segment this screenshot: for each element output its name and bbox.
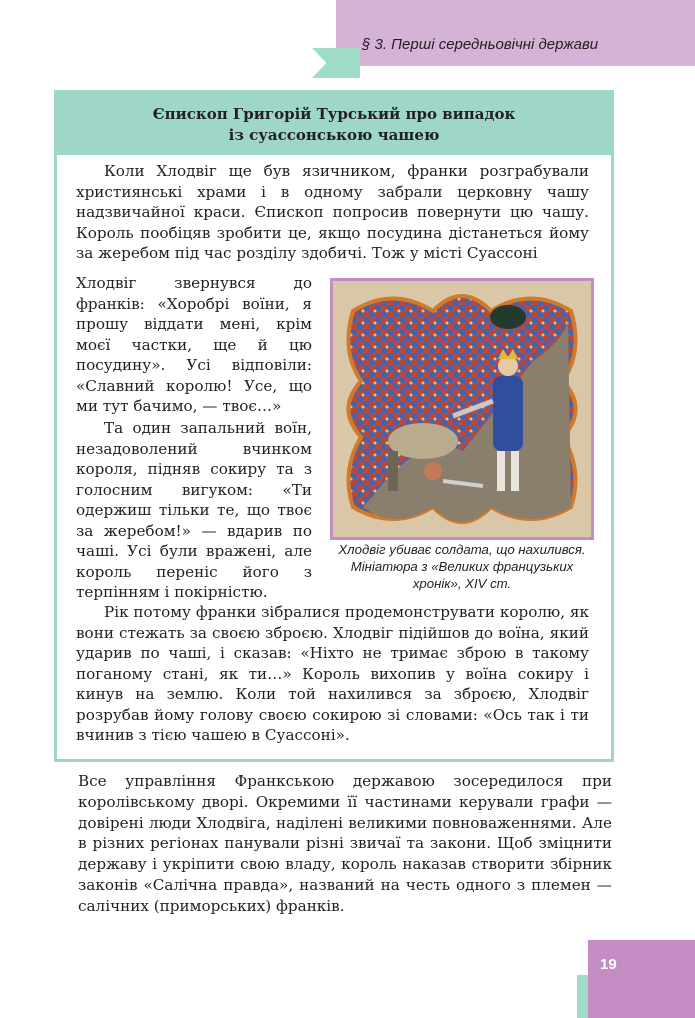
source-box-title <box>57 93 611 155</box>
source-paragraph-1: Коли Хлодвіг ще був язичником, франки розграбували християнські храми і в одному забрали церковну чашу надзвичайної краси. Єпископ попросив повернути цю чашу. Король пообіцяв зробити це, якщо посудина дістанеться йому за жеребом під час розділу здобичі. Тож у місті Суассоні <box>76 162 589 262</box>
source-paragraph-3: Рік потому франки зібралися продемонструвати королю, як вони стежать за своєю зброєю. Хлодвіг підійшов до воїна, який ударив по чаші, і сказав: «Ніхто не тримає зброю в такому поганому стані, як ти…» Король вихопив у воїна сокиру і кинув на землю. Коли той нахилився за зброєю, Хлодвіг розрубав йому голову своєю сокирою зі словами: «Ось так і ти вчинив з тією чашею в Суассоні». <box>76 603 589 744</box>
title-line-1: Єпископ Григорій Турський про випадок <box>152 105 516 123</box>
illustration-caption: Хлодвіг убиває солдата, що нахилився. Мініатюра з «Великих французьких хронік», XIV ст. <box>338 542 586 591</box>
miniature-illustration <box>330 278 594 540</box>
source-paragraph-2: Та один запальний воїн, незадоволений вчинком короля, підняв сокиру та з голосним вигуком: «Ти одержиш тільки те, що твоє за жеребом!» — вдарив по чаші. Усі були вражені, але король переніс його з терпінням і покірністю. <box>76 419 312 601</box>
page-number: 19 <box>600 956 617 973</box>
title-line-2: із суассонською чашею <box>228 126 440 144</box>
page-strip-decoration <box>577 975 588 1018</box>
section-header: § 3. Перші середньовічні держави <box>362 36 599 53</box>
page-number-tab <box>588 940 695 1018</box>
main-body-text: Все управління Франкською державою зосередилося при королівському дворі. Окремими її частинами керували графи — довірені люди Хлодвіга, наділені великими повноваженнями. Але в різних регіонах панували різні звичаї та закони. Щоб зміцнити державу і укріпити свою владу, король наказав створити збірник законів «Салічна правда», названий на честь одного з племен — салічних (приморських) франків. <box>78 772 612 915</box>
header-band <box>336 0 695 66</box>
source-paragraph-1-continued: Хлодвіг звернувся до франків: «Хоробрі воїни, я прошу віддати мені, крім моєї частки, ще й цю посудину». Усі відповіли: «Славний королю! Усе, що ми тут бачимо, — твоє…» <box>76 274 312 415</box>
header-flag-decoration <box>312 48 360 78</box>
